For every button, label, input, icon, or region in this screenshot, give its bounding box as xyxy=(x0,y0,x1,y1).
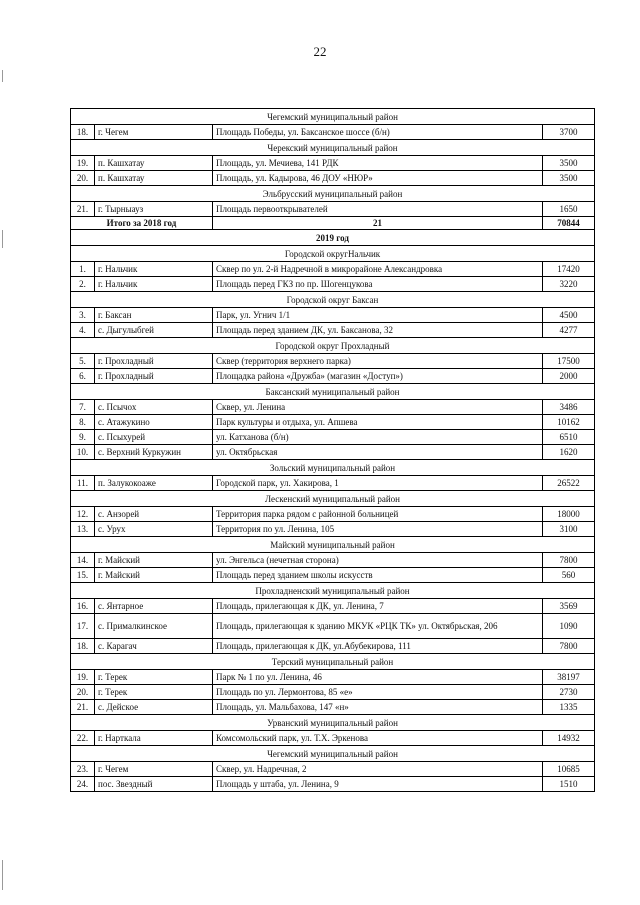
row-locality: г. Терек xyxy=(95,670,213,685)
row-locality: г. Тырныауз xyxy=(95,202,213,217)
row-area: 1620 xyxy=(543,445,595,460)
section-title: Черекский муниципальный район xyxy=(71,140,595,156)
total-count: 21 xyxy=(213,217,543,230)
section-row xyxy=(71,746,595,762)
row-locality: г. Прохладный xyxy=(95,354,213,369)
row-number: 21. xyxy=(71,700,95,715)
row-locality: с. Анзорей xyxy=(95,507,213,522)
table-row xyxy=(71,125,595,140)
table-row xyxy=(71,415,595,430)
row-area: 7800 xyxy=(543,639,595,654)
row-number: 19. xyxy=(71,670,95,685)
section-row xyxy=(71,460,595,476)
row-number: 16. xyxy=(71,599,95,614)
row-locality: п. Залукокоаже xyxy=(95,476,213,491)
table-row xyxy=(71,476,595,491)
row-address: ул. Катханова (б/н) xyxy=(213,430,543,445)
section-title: Чегемский муниципальный район xyxy=(71,746,595,762)
table-row xyxy=(71,156,595,171)
row-locality: пос. Звездный xyxy=(95,777,213,792)
table-row xyxy=(71,323,595,338)
section-title: Лескенский муниципальный район xyxy=(71,491,595,507)
section-row xyxy=(71,292,595,308)
row-number: 20. xyxy=(71,171,95,186)
landscaping-table xyxy=(70,108,595,792)
row-area: 3486 xyxy=(543,400,595,415)
row-number: 14. xyxy=(71,553,95,568)
row-address: Парк культуры и отдыха, ул. Апшева xyxy=(213,415,543,430)
table-row xyxy=(71,599,595,614)
row-area: 3700 xyxy=(543,125,595,140)
row-area: 560 xyxy=(543,568,595,583)
row-locality: с. Атажукино xyxy=(95,415,213,430)
section-row xyxy=(71,246,595,262)
row-locality: г. Чегем xyxy=(95,762,213,777)
section-title: Майский муниципальный район xyxy=(71,537,595,553)
row-area: 3500 xyxy=(543,171,595,186)
section-title: Баксанский муниципальный район xyxy=(71,384,595,400)
table-row xyxy=(71,202,595,217)
row-area: 26522 xyxy=(543,476,595,491)
row-area: 1510 xyxy=(543,777,595,792)
row-number: 21. xyxy=(71,202,95,217)
row-number: 4. xyxy=(71,323,95,338)
section-row xyxy=(71,654,595,670)
section-row xyxy=(71,715,595,731)
table-row xyxy=(71,762,595,777)
row-locality: с. Дыгулыбгей xyxy=(95,323,213,338)
table-row xyxy=(71,568,595,583)
row-number: 7. xyxy=(71,400,95,415)
row-locality: г. Нарткала xyxy=(95,731,213,746)
row-address: Площадь, ул. Мальбахова, 147 «н» xyxy=(213,700,543,715)
row-locality: с. Прималкинское xyxy=(95,614,213,639)
section-row xyxy=(71,583,595,599)
section-row xyxy=(71,537,595,553)
section-title: Городской округ Прохладный xyxy=(71,338,595,354)
row-address: Городской парк, ул. Хакирова, 1 xyxy=(213,476,543,491)
section-row xyxy=(71,109,595,125)
table-row xyxy=(71,400,595,415)
row-locality: п. Кашхатау xyxy=(95,156,213,171)
row-area: 3500 xyxy=(543,156,595,171)
row-area: 3100 xyxy=(543,522,595,537)
row-number: 6. xyxy=(71,369,95,384)
row-address: Сквер, ул. Ленина xyxy=(213,400,543,415)
row-area: 2000 xyxy=(543,369,595,384)
row-address: Площадь перед ГКЗ по пр. Шогенцукова xyxy=(213,277,543,292)
row-area: 2730 xyxy=(543,685,595,700)
row-number: 13. xyxy=(71,522,95,537)
row-address: Сквер (территория верхнего парка) xyxy=(213,354,543,369)
row-locality: г. Терек xyxy=(95,685,213,700)
row-address: Площадка района «Дружба» (магазин «Доступ») xyxy=(213,369,543,384)
row-number: 3. xyxy=(71,308,95,323)
row-area: 7800 xyxy=(543,553,595,568)
row-number: 8. xyxy=(71,415,95,430)
row-locality: с. Дейское xyxy=(95,700,213,715)
row-number: 12. xyxy=(71,507,95,522)
row-address: Парк № 1 по ул. Ленина, 46 xyxy=(213,670,543,685)
row-address: Площадь первооткрывателей xyxy=(213,202,543,217)
row-area: 18000 xyxy=(543,507,595,522)
year-title: 2019 год xyxy=(71,230,595,246)
row-area: 3569 xyxy=(543,599,595,614)
row-area: 17500 xyxy=(543,354,595,369)
table-row xyxy=(71,670,595,685)
table-row xyxy=(71,731,595,746)
row-address: ул. Энгельса (нечетная сторона) xyxy=(213,553,543,568)
row-locality: г. Чегем xyxy=(95,125,213,140)
row-locality: с. Янтарное xyxy=(95,599,213,614)
section-title: Зольский муниципальный район xyxy=(71,460,595,476)
table-row xyxy=(71,430,595,445)
table-row xyxy=(71,171,595,186)
row-locality: г. Майский xyxy=(95,553,213,568)
table-row xyxy=(71,777,595,792)
row-locality: с. Урух xyxy=(95,522,213,537)
row-number: 23. xyxy=(71,762,95,777)
row-locality: с. Псычох xyxy=(95,400,213,415)
row-area: 14932 xyxy=(543,731,595,746)
row-area: 1650 xyxy=(543,202,595,217)
row-address: ул. Октябрьская xyxy=(213,445,543,460)
table-row xyxy=(71,445,595,460)
row-address: Площадь, ул. Кадырова, 46 ДОУ «НЮР» xyxy=(213,171,543,186)
row-area: 38197 xyxy=(543,670,595,685)
row-locality: г. Баксан xyxy=(95,308,213,323)
row-number: 15. xyxy=(71,568,95,583)
row-address: Площадь, прилегающая к ДК, ул. Ленина, 7 xyxy=(213,599,543,614)
section-title: Эльбрусский муниципальный район xyxy=(71,186,595,202)
row-locality: г. Нальчик xyxy=(95,277,213,292)
row-address: Площадь по ул. Лермонтова, 85 «е» xyxy=(213,685,543,700)
row-locality: с. Карагач xyxy=(95,639,213,654)
row-number: 17. xyxy=(71,614,95,639)
row-address: Площадь Победы, ул. Баксанское шоссе (б/н) xyxy=(213,125,543,140)
table-row xyxy=(71,308,595,323)
section-title: Чегемский муниципальный район xyxy=(71,109,595,125)
row-area: 1335 xyxy=(543,700,595,715)
section-row xyxy=(71,186,595,202)
row-address: Комсомольский парк, ул. Т.Х. Эркенова xyxy=(213,731,543,746)
table-row xyxy=(71,369,595,384)
section-row xyxy=(71,384,595,400)
table-row xyxy=(71,614,595,639)
section-row xyxy=(71,491,595,507)
row-locality: г. Майский xyxy=(95,568,213,583)
row-locality: г. Нальчик xyxy=(95,262,213,277)
table-row xyxy=(71,639,595,654)
table-row xyxy=(71,685,595,700)
row-number: 1. xyxy=(71,262,95,277)
section-row xyxy=(71,338,595,354)
row-address: Площадь перед зданием школы искусств xyxy=(213,568,543,583)
row-number: 19. xyxy=(71,156,95,171)
row-address: Территория парка рядом с районной больницей xyxy=(213,507,543,522)
row-number: 9. xyxy=(71,430,95,445)
row-number: 11. xyxy=(71,476,95,491)
row-number: 10. xyxy=(71,445,95,460)
table-row xyxy=(71,262,595,277)
row-area: 10685 xyxy=(543,762,595,777)
section-title: Городской округ Баксан xyxy=(71,292,595,308)
table-row xyxy=(71,522,595,537)
row-address: Площадь, ул. Мечиева, 141 РДК xyxy=(213,156,543,171)
row-number: 22. xyxy=(71,731,95,746)
row-area: 4500 xyxy=(543,308,595,323)
row-address: Сквер по ул. 2-й Надречной в микрорайоне Александровка xyxy=(213,262,543,277)
row-number: 18. xyxy=(71,639,95,654)
row-number: 2. xyxy=(71,277,95,292)
section-title: Терский муниципальный район xyxy=(71,654,595,670)
row-address: Площадь перед зданием ДК, ул. Баксанова, 32 xyxy=(213,323,543,338)
row-area: 17420 xyxy=(543,262,595,277)
year-row xyxy=(71,230,595,246)
row-number: 18. xyxy=(71,125,95,140)
row-area: 1090 xyxy=(543,614,595,639)
row-area: 4277 xyxy=(543,323,595,338)
margin-mark xyxy=(2,70,3,82)
table-row xyxy=(71,277,595,292)
row-address: Площадь, прилегающая к ДК, ул.Абубекирова, 111 xyxy=(213,639,543,654)
row-address: Парк, ул. Угнич 1/1 xyxy=(213,308,543,323)
page-number: 22 xyxy=(313,44,327,59)
row-address: Площадь у штаба, ул. Ленина, 9 xyxy=(213,777,543,792)
section-title: Урванский муниципальный район xyxy=(71,715,595,731)
row-address: Территория по ул. Ленина, 105 xyxy=(213,522,543,537)
table-row xyxy=(71,354,595,369)
row-address: Сквер, ул. Надречная, 2 xyxy=(213,762,543,777)
margin-mark xyxy=(2,860,3,890)
row-number: 20. xyxy=(71,685,95,700)
row-number: 5. xyxy=(71,354,95,369)
total-value: 70844 xyxy=(543,217,595,230)
row-number: 24. xyxy=(71,777,95,792)
table-row xyxy=(71,553,595,568)
row-locality: с. Верхний Куркужин xyxy=(95,445,213,460)
row-locality: с. Псыхурей xyxy=(95,430,213,445)
total-row xyxy=(71,217,595,230)
table-row xyxy=(71,700,595,715)
row-area: 3220 xyxy=(543,277,595,292)
total-label: Итого за 2018 год xyxy=(71,217,213,230)
section-title: Прохладненский муниципальный район xyxy=(71,583,595,599)
row-locality: г. Прохладный xyxy=(95,369,213,384)
margin-mark xyxy=(2,230,3,248)
row-area: 10162 xyxy=(543,415,595,430)
table-row xyxy=(71,507,595,522)
section-row xyxy=(71,140,595,156)
row-locality: п. Кашхатау xyxy=(95,171,213,186)
row-address: Площадь, прилегающая к зданию МКУК «РЦК ТК» ул. Октябрьская, 206 xyxy=(213,614,543,639)
section-title: Городской округНальчик xyxy=(71,246,595,262)
row-area: 6510 xyxy=(543,430,595,445)
